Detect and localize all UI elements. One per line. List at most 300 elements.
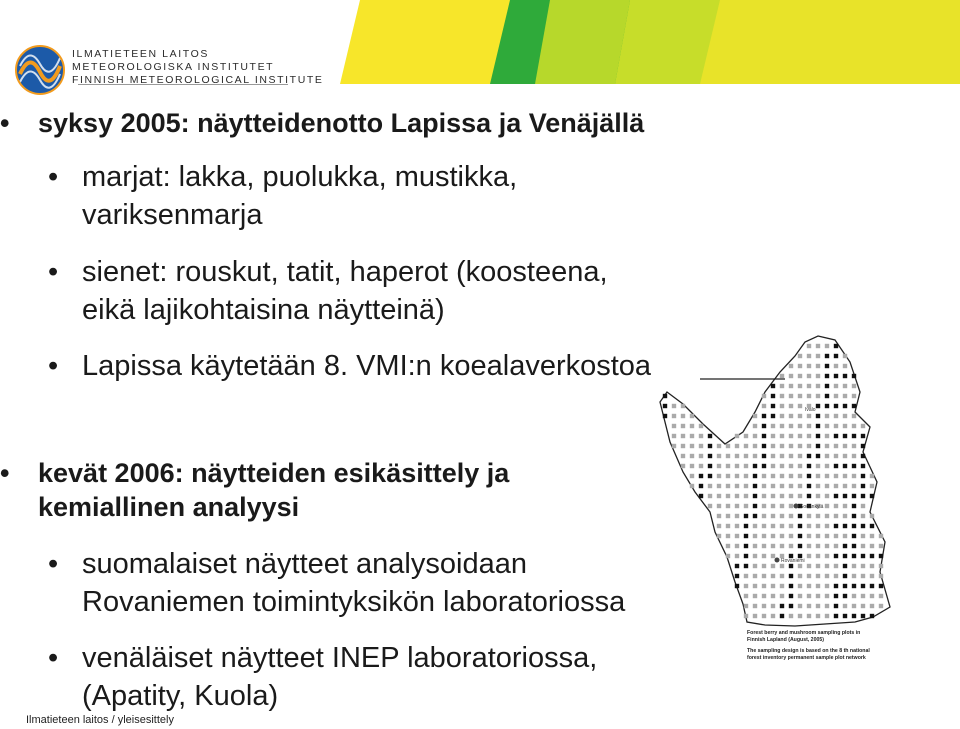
sampling-plot-marker: [852, 584, 856, 588]
sampling-plot-marker: [843, 424, 847, 428]
sampling-plot-marker: [672, 424, 676, 428]
bullet-icon: •: [48, 548, 59, 580]
sampling-plot-marker: [861, 444, 865, 448]
sampling-plot-marker: [852, 424, 856, 428]
sampling-plot-marker: [861, 564, 865, 568]
sampling-plot-marker: [807, 584, 811, 588]
sampling-plot-marker: [870, 524, 874, 528]
sampling-plot-marker: [771, 594, 775, 598]
sampling-plot-marker: [771, 564, 775, 568]
sampling-plot-marker: [861, 584, 865, 588]
sampling-plot-marker: [789, 604, 793, 608]
sampling-plot-marker: [789, 434, 793, 438]
sampling-plot-marker: [780, 584, 784, 588]
sampling-plot-marker: [798, 584, 802, 588]
sampling-plot-marker: [798, 564, 802, 568]
sampling-plot-marker: [744, 464, 748, 468]
sampling-plot-marker: [834, 524, 838, 528]
sampling-plot-marker: [798, 354, 802, 358]
sampling-plot-marker: [825, 594, 829, 598]
sampling-plot-marker: [798, 494, 802, 498]
sampling-plot-marker: [717, 484, 721, 488]
sampling-plot-marker: [825, 444, 829, 448]
sampling-plot-marker: [699, 474, 703, 478]
sampling-plot-marker: [726, 514, 730, 518]
sampling-plot-marker: [852, 514, 856, 518]
sampling-plot-marker: [762, 394, 766, 398]
sampling-plot-marker: [762, 454, 766, 458]
sampling-plot-marker: [789, 384, 793, 388]
sampling-plot-marker: [834, 604, 838, 608]
sampling-plot-marker: [870, 514, 874, 518]
sampling-plot-marker: [852, 484, 856, 488]
sampling-plot-marker: [771, 544, 775, 548]
logo-divider: [78, 84, 288, 85]
sampling-plot-marker: [798, 424, 802, 428]
sampling-plot-marker: [771, 494, 775, 498]
bullet-icon: •: [48, 350, 59, 382]
sampling-plot-marker: [825, 584, 829, 588]
map-caption-line-4: forest inventory permanent sample plot network: [747, 655, 866, 661]
sampling-plot-marker: [681, 434, 685, 438]
sampling-plot-marker: [780, 384, 784, 388]
sampling-plot-marker: [870, 574, 874, 578]
sampling-plot-marker: [744, 514, 748, 518]
sampling-plot-marker: [843, 554, 847, 558]
sampling-plot-marker: [744, 574, 748, 578]
sampling-plot-marker: [807, 604, 811, 608]
sampling-plot-marker: [798, 614, 802, 618]
sampling-plot-marker: [816, 564, 820, 568]
sampling-plot-marker: [834, 554, 838, 558]
sampling-plot-marker: [825, 564, 829, 568]
sampling-plot-marker: [843, 364, 847, 368]
sampling-plot-marker: [771, 554, 775, 558]
sampling-plot-marker: [843, 384, 847, 388]
sampling-plot-marker: [843, 414, 847, 418]
sampling-plot-marker: [726, 484, 730, 488]
sampling-plot-marker: [762, 424, 766, 428]
sampling-plot-marker: [708, 474, 712, 478]
sampling-plot-marker: [717, 524, 721, 528]
sampling-plot-marker: [834, 474, 838, 478]
sampling-plot-marker: [780, 544, 784, 548]
sampling-plot-marker: [690, 484, 694, 488]
sampling-plot-marker: [726, 444, 730, 448]
sampling-plot-marker: [807, 374, 811, 378]
sampling-plot-marker: [834, 514, 838, 518]
sampling-plot-marker: [798, 434, 802, 438]
sampling-plot-marker: [771, 424, 775, 428]
sampling-plot-marker: [843, 444, 847, 448]
lapland-sampling-map: [655, 332, 900, 692]
sampling-plot-marker: [843, 504, 847, 508]
sampling-plot-marker: [708, 444, 712, 448]
sampling-plot-marker: [816, 354, 820, 358]
sampling-plot-marker: [798, 604, 802, 608]
rovaniemi-label: Rovaniemi: [781, 558, 805, 564]
sampling-plot-marker: [807, 534, 811, 538]
sampling-plot-marker: [753, 454, 757, 458]
sampling-plot-marker: [681, 454, 685, 458]
sampling-plot-marker: [843, 454, 847, 458]
sampling-plot-marker: [762, 484, 766, 488]
sampling-plot-marker: [825, 404, 829, 408]
sampling-plot-marker: [771, 584, 775, 588]
sampling-plot-marker: [789, 374, 793, 378]
sampling-plot-marker: [834, 484, 838, 488]
sampling-plot-marker: [771, 474, 775, 478]
sampling-plot-marker: [825, 614, 829, 618]
sampling-plot-marker: [753, 444, 757, 448]
sampling-plot-marker: [681, 464, 685, 468]
sampling-plot-marker: [879, 574, 883, 578]
bullet-icon: •: [0, 458, 10, 488]
corner-graphic: [300, 0, 960, 84]
sampling-plot-marker: [807, 464, 811, 468]
sampling-plot-marker: [762, 544, 766, 548]
sampling-plot-marker: [753, 544, 757, 548]
sampling-plot-marker: [780, 404, 784, 408]
sampling-plot-marker: [825, 434, 829, 438]
sampling-plot-marker: [798, 364, 802, 368]
sampling-plot-marker: [771, 394, 775, 398]
sampling-plot-marker: [771, 484, 775, 488]
sampling-plot-marker: [789, 464, 793, 468]
sampling-plot-marker: [744, 524, 748, 528]
sampling-plot-grid: [663, 344, 883, 618]
sampling-plot-marker: [798, 484, 802, 488]
sampling-plot-marker: [852, 384, 856, 388]
sampling-plot-marker: [708, 464, 712, 468]
sampling-plot-marker: [771, 604, 775, 608]
sampling-plot-marker: [762, 474, 766, 478]
sampling-plot-marker: [861, 544, 865, 548]
corner-yellow-band: [700, 0, 960, 84]
bullet-icon: •: [48, 256, 59, 288]
sampling-plot-marker: [753, 534, 757, 538]
sampling-plot-marker: [753, 594, 757, 598]
sampling-plot-marker: [816, 374, 820, 378]
sampling-plot-marker: [735, 574, 739, 578]
sampling-plot-marker: [735, 494, 739, 498]
sampling-plot-marker: [870, 494, 874, 498]
sampling-plot-marker: [852, 614, 856, 618]
sampling-plot-marker: [681, 424, 685, 428]
sampling-plot-marker: [852, 474, 856, 478]
sampling-plot-marker: [735, 584, 739, 588]
sampling-plot-marker: [744, 554, 748, 558]
sampling-plot-marker: [852, 444, 856, 448]
sampling-plot-marker: [717, 474, 721, 478]
sampling-plot-marker: [843, 524, 847, 528]
sampling-plot-marker: [708, 504, 712, 508]
sampling-plot-marker: [834, 424, 838, 428]
sampling-plot-marker: [753, 494, 757, 498]
fmi-logo-icon: [14, 44, 66, 96]
sampling-plot-marker: [789, 514, 793, 518]
bullet-icon: •: [0, 108, 10, 138]
sampling-plot-marker: [807, 364, 811, 368]
sampling-plot-marker: [807, 514, 811, 518]
sampling-plot-marker: [690, 454, 694, 458]
sampling-plot-marker: [780, 474, 784, 478]
institute-name-en: FINNISH METEOROLOGICAL INSTITUTE: [72, 74, 324, 86]
sampling-plot-marker: [771, 384, 775, 388]
sampling-plot-marker: [879, 584, 883, 588]
sampling-plot-marker: [834, 614, 838, 618]
sampling-plot-marker: [798, 394, 802, 398]
sampling-plot-marker: [780, 514, 784, 518]
sampling-plot-marker: [753, 524, 757, 528]
sampling-plot-marker: [726, 544, 730, 548]
sampling-plot-marker: [834, 414, 838, 418]
sampling-plot-marker: [717, 454, 721, 458]
sampling-plot-marker: [843, 604, 847, 608]
sampling-plot-marker: [834, 454, 838, 458]
sampling-plot-marker: [825, 504, 829, 508]
sampling-plot-marker: [699, 424, 703, 428]
sampling-plot-marker: [789, 534, 793, 538]
sampling-plot-marker: [735, 534, 739, 538]
sampling-plot-marker: [825, 424, 829, 428]
sampling-plot-marker: [780, 464, 784, 468]
sampling-plot-marker: [753, 574, 757, 578]
sampling-plot-marker: [816, 494, 820, 498]
sampling-plot-marker: [807, 394, 811, 398]
sampling-plot-marker: [861, 534, 865, 538]
sampling-plot-marker: [780, 414, 784, 418]
sampling-plot-marker: [798, 454, 802, 458]
sampling-plot-marker: [843, 594, 847, 598]
sampling-plot-marker: [825, 484, 829, 488]
sampling-plot-marker: [708, 454, 712, 458]
sampling-plot-marker: [879, 604, 883, 608]
sampling-plot-marker: [843, 474, 847, 478]
sampling-plot-marker: [807, 484, 811, 488]
sampling-plot-marker: [870, 594, 874, 598]
sampling-plot-marker: [780, 394, 784, 398]
sampling-plot-marker: [816, 444, 820, 448]
sampling-plot-marker: [834, 494, 838, 498]
sampling-plot-marker: [798, 444, 802, 448]
sampling-plot-marker: [870, 604, 874, 608]
sampling-plot-marker: [798, 514, 802, 518]
sampling-plot-marker: [834, 344, 838, 348]
sampling-plot-marker: [861, 524, 865, 528]
footer-text: Ilmatieteen laitos / yleisesittely: [26, 714, 174, 726]
sampling-plot-marker: [717, 494, 721, 498]
sampling-plot-marker: [834, 374, 838, 378]
sampling-plot-marker: [852, 544, 856, 548]
sampling-plot-marker: [744, 614, 748, 618]
sampling-plot-marker: [879, 594, 883, 598]
sampling-plot-marker: [744, 534, 748, 538]
sampling-plot-marker: [834, 404, 838, 408]
sampling-plot-marker: [726, 534, 730, 538]
sampling-plot-marker: [852, 604, 856, 608]
sampling-plot-marker: [816, 584, 820, 588]
sampling-plot-marker: [735, 454, 739, 458]
sampling-plot-marker: [753, 474, 757, 478]
sampling-plot-marker: [690, 474, 694, 478]
map-caption-line-2: Finnish Lapland (August, 2005): [747, 637, 824, 643]
sampling-plot-marker: [762, 514, 766, 518]
sampling-plot-marker: [735, 544, 739, 548]
sampling-plot-marker: [843, 584, 847, 588]
sampling-plot-marker: [852, 394, 856, 398]
sampling-plot-marker: [861, 594, 865, 598]
sampling-plot-marker: [780, 444, 784, 448]
sampling-plot-marker: [672, 414, 676, 418]
sampling-plot-marker: [798, 464, 802, 468]
sampling-plot-marker: [870, 534, 874, 538]
sampling-plot-marker: [852, 374, 856, 378]
sampling-plot-marker: [789, 524, 793, 528]
sampling-plot-marker: [717, 514, 721, 518]
sampling-plot-marker: [843, 494, 847, 498]
sampling-plot-marker: [843, 394, 847, 398]
sampling-plot-marker: [753, 604, 757, 608]
sampling-plot-marker: [726, 494, 730, 498]
corner-lime-shape: [535, 0, 630, 84]
sampling-plot-marker: [762, 494, 766, 498]
sampling-plot-marker: [816, 384, 820, 388]
sampling-plot-marker: [780, 454, 784, 458]
sampling-plot-marker: [744, 604, 748, 608]
sampling-plot-marker: [762, 504, 766, 508]
sampling-plot-marker: [789, 504, 793, 508]
sampling-plot-marker: [825, 464, 829, 468]
sampling-plot-marker: [753, 414, 757, 418]
sampling-plot-marker: [735, 524, 739, 528]
sampling-plot-marker: [681, 414, 685, 418]
sampling-plot-marker: [825, 534, 829, 538]
sampling-plot-marker: [834, 564, 838, 568]
sampling-plot-marker: [690, 414, 694, 418]
sampling-plot-marker: [834, 384, 838, 388]
sampling-plot-marker: [816, 484, 820, 488]
sampling-plot-marker: [834, 464, 838, 468]
sampling-plot-marker: [744, 564, 748, 568]
sampling-plot-marker: [807, 454, 811, 458]
sampling-plot-marker: [780, 594, 784, 598]
sampling-plot-marker: [825, 514, 829, 518]
sampling-plot-marker: [663, 394, 667, 398]
sampling-plot-marker: [708, 494, 712, 498]
sampling-plot-marker: [861, 484, 865, 488]
sampling-plot-marker: [753, 484, 757, 488]
sampling-plot-marker: [789, 484, 793, 488]
sampling-plot-marker: [771, 534, 775, 538]
sampling-plot-marker: [852, 434, 856, 438]
sampling-plot-marker: [798, 414, 802, 418]
sampling-plot-marker: [825, 364, 829, 368]
sampling-plot-marker: [708, 434, 712, 438]
sampling-plot-marker: [807, 354, 811, 358]
sampling-plot-marker: [834, 364, 838, 368]
map-caption-line-1: Forest berry and mushroom sampling plots in: [747, 630, 861, 636]
sampling-plot-marker: [816, 474, 820, 478]
sampling-plot-marker: [762, 564, 766, 568]
sampling-plot-marker: [699, 454, 703, 458]
sampling-plot-marker: [852, 414, 856, 418]
sampling-plot-marker: [834, 444, 838, 448]
sampling-plot-marker: [861, 454, 865, 458]
sampling-plot-marker: [852, 564, 856, 568]
sampling-plot-marker: [825, 494, 829, 498]
sampling-plot-marker: [816, 604, 820, 608]
sampling-plot-marker: [798, 524, 802, 528]
sampling-plot-marker: [672, 434, 676, 438]
sampling-plot-marker: [834, 394, 838, 398]
sampling-plot-marker: [762, 574, 766, 578]
sampling-plot-marker: [771, 414, 775, 418]
sampling-plot-marker: [807, 554, 811, 558]
sampling-plot-marker: [807, 614, 811, 618]
sampling-plot-marker: [816, 454, 820, 458]
sampling-plot-marker: [762, 604, 766, 608]
sampling-plot-marker: [672, 404, 676, 408]
sampling-plot-marker: [825, 544, 829, 548]
sampling-plot-marker: [861, 554, 865, 558]
sampling-plot-marker: [798, 594, 802, 598]
sampling-plot-marker: [825, 384, 829, 388]
sampling-plot-marker: [771, 464, 775, 468]
sampling-plot-marker: [717, 534, 721, 538]
sampling-plot-marker: [735, 514, 739, 518]
bullet-icon: •: [48, 161, 59, 193]
sampling-plot-marker: [852, 574, 856, 578]
sampling-plot-marker: [816, 404, 820, 408]
sampling-plot-marker: [843, 564, 847, 568]
sampling-plot-marker: [825, 524, 829, 528]
sampling-plot-marker: [780, 614, 784, 618]
sampling-plot-marker: [843, 374, 847, 378]
sampling-plot-marker: [852, 454, 856, 458]
sampling-plot-marker: [690, 434, 694, 438]
sampling-plot-marker: [825, 604, 829, 608]
sampling-plot-marker: [699, 434, 703, 438]
sampling-plot-marker: [789, 394, 793, 398]
sampling-plot-marker: [717, 464, 721, 468]
sampling-plot-marker: [807, 434, 811, 438]
sampling-plot-marker: [744, 444, 748, 448]
sampling-plot-marker: [726, 554, 730, 558]
sampling-plot-marker: [690, 424, 694, 428]
sampling-plot-marker: [816, 574, 820, 578]
sampling-plot-marker: [780, 564, 784, 568]
sampling-plot-marker: [834, 584, 838, 588]
sampling-plot-marker: [825, 454, 829, 458]
sampling-plot-marker: [744, 484, 748, 488]
sampling-plot-marker: [744, 544, 748, 548]
sampling-plot-marker: [726, 474, 730, 478]
sampling-plot-marker: [753, 564, 757, 568]
sampling-plot-marker: [834, 534, 838, 538]
sampling-plot-marker: [843, 434, 847, 438]
sampling-plot-marker: [672, 444, 676, 448]
sampling-plot-marker: [789, 494, 793, 498]
sampling-plot-marker: [780, 424, 784, 428]
sampling-plot-marker: [807, 424, 811, 428]
sampling-plot-marker: [825, 354, 829, 358]
sampling-plot-marker: [699, 464, 703, 468]
sampling-plot-marker: [771, 514, 775, 518]
sampling-plot-marker: [726, 504, 730, 508]
bullet-icon: •: [48, 642, 59, 674]
map-caption-line-3: The sampling design is based on the 8 th national: [747, 648, 870, 654]
